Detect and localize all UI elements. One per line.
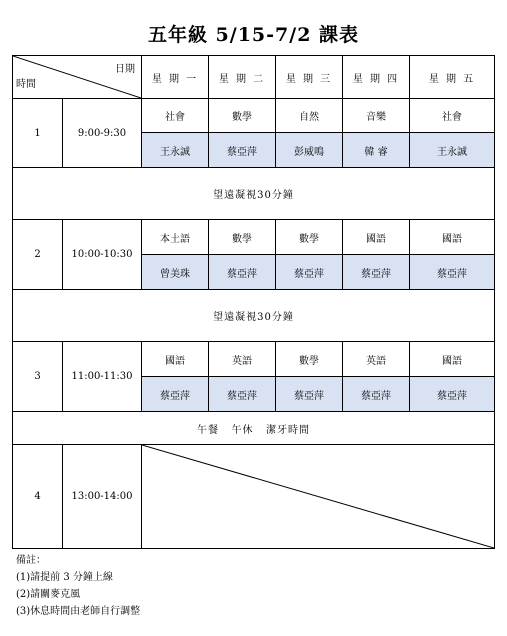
time-header-label: 時間 bbox=[16, 79, 36, 90]
break-cell: 望遠凝視30分鐘 bbox=[13, 168, 495, 220]
lunch-break-cell: 午餐 午休 潔牙時間 bbox=[13, 412, 495, 445]
period-time: 11:00-11:30 bbox=[63, 342, 142, 412]
subject-cell: 英語 bbox=[209, 342, 276, 377]
period-number: 4 bbox=[13, 445, 63, 549]
teacher-cell: 彭威鳴 bbox=[276, 133, 343, 168]
teacher-cell: 蔡亞萍 bbox=[410, 255, 495, 290]
teacher-cell: 蔡亞萍 bbox=[209, 133, 276, 168]
period-number: 1 bbox=[13, 99, 63, 168]
break-row-2 bbox=[13, 290, 495, 342]
subject-cell: 音樂 bbox=[343, 99, 410, 133]
period-4-diagonal-line bbox=[142, 445, 494, 548]
period-4-row bbox=[13, 445, 495, 549]
period-number: 2 bbox=[13, 220, 63, 290]
subject-cell: 數學 bbox=[209, 220, 276, 255]
subject-cell: 數學 bbox=[276, 220, 343, 255]
teacher-cell: 蔡亞萍 bbox=[142, 377, 209, 412]
subject-cell: 數學 bbox=[209, 99, 276, 133]
subject-cell: 社會 bbox=[410, 99, 495, 133]
schedule-table bbox=[12, 55, 495, 549]
teacher-cell: 蔡亞萍 bbox=[276, 377, 343, 412]
teacher-cell: 韓 睿 bbox=[343, 133, 410, 168]
period-3-subject-row bbox=[13, 342, 495, 377]
note-item: (3)休息時間由老師自行調整 bbox=[16, 606, 141, 617]
period-4-empty-cell bbox=[142, 445, 495, 549]
day-header-fri: 星 期 五 bbox=[410, 56, 495, 99]
teacher-cell: 王永誠 bbox=[142, 133, 209, 168]
day-header-mon: 星 期 一 bbox=[142, 56, 209, 99]
teacher-cell: 蔡亞萍 bbox=[343, 255, 410, 290]
subject-cell: 英語 bbox=[343, 342, 410, 377]
subject-cell: 國語 bbox=[343, 220, 410, 255]
subject-cell: 自然 bbox=[276, 99, 343, 133]
date-header-label: 日期 bbox=[115, 64, 135, 75]
notes-section bbox=[16, 552, 140, 620]
header-row bbox=[13, 56, 495, 99]
teacher-cell: 王永誠 bbox=[410, 133, 495, 168]
note-item: (1)請提前 3 分鐘上線 bbox=[16, 572, 113, 583]
lunch-break-row bbox=[13, 412, 495, 445]
note-item: (2)請關麥克風 bbox=[16, 589, 81, 600]
subject-cell: 國語 bbox=[410, 342, 495, 377]
notes-heading: 備註： bbox=[16, 555, 46, 566]
header-corner-cell bbox=[13, 56, 142, 99]
period-number: 3 bbox=[13, 342, 63, 412]
subject-cell: 本土語 bbox=[142, 220, 209, 255]
teacher-cell: 蔡亞萍 bbox=[209, 255, 276, 290]
subject-cell: 國語 bbox=[142, 342, 209, 377]
period-1-subject-row bbox=[13, 99, 495, 133]
break-row-1 bbox=[13, 168, 495, 220]
period-time: 13:00-14:00 bbox=[63, 445, 142, 549]
teacher-cell: 蔡亞萍 bbox=[410, 377, 495, 412]
subject-cell: 社會 bbox=[142, 99, 209, 133]
subject-cell: 國語 bbox=[410, 220, 495, 255]
teacher-cell: 曾美珠 bbox=[142, 255, 209, 290]
period-2-subject-row bbox=[13, 220, 495, 255]
day-header-wed: 星 期 三 bbox=[276, 56, 343, 99]
period-time: 9:00-9:30 bbox=[63, 99, 142, 168]
subject-cell: 數學 bbox=[276, 342, 343, 377]
day-header-thu: 星 期 四 bbox=[343, 56, 410, 99]
day-header-tue: 星 期 二 bbox=[209, 56, 276, 99]
break-cell: 望遠凝視30分鐘 bbox=[13, 290, 495, 342]
page-title: 五年級 5/15-7/2 課表 bbox=[147, 24, 360, 46]
teacher-cell: 蔡亞萍 bbox=[209, 377, 276, 412]
teacher-cell: 蔡亞萍 bbox=[343, 377, 410, 412]
period-time: 10:00-10:30 bbox=[63, 220, 142, 290]
teacher-cell: 蔡亞萍 bbox=[276, 255, 343, 290]
